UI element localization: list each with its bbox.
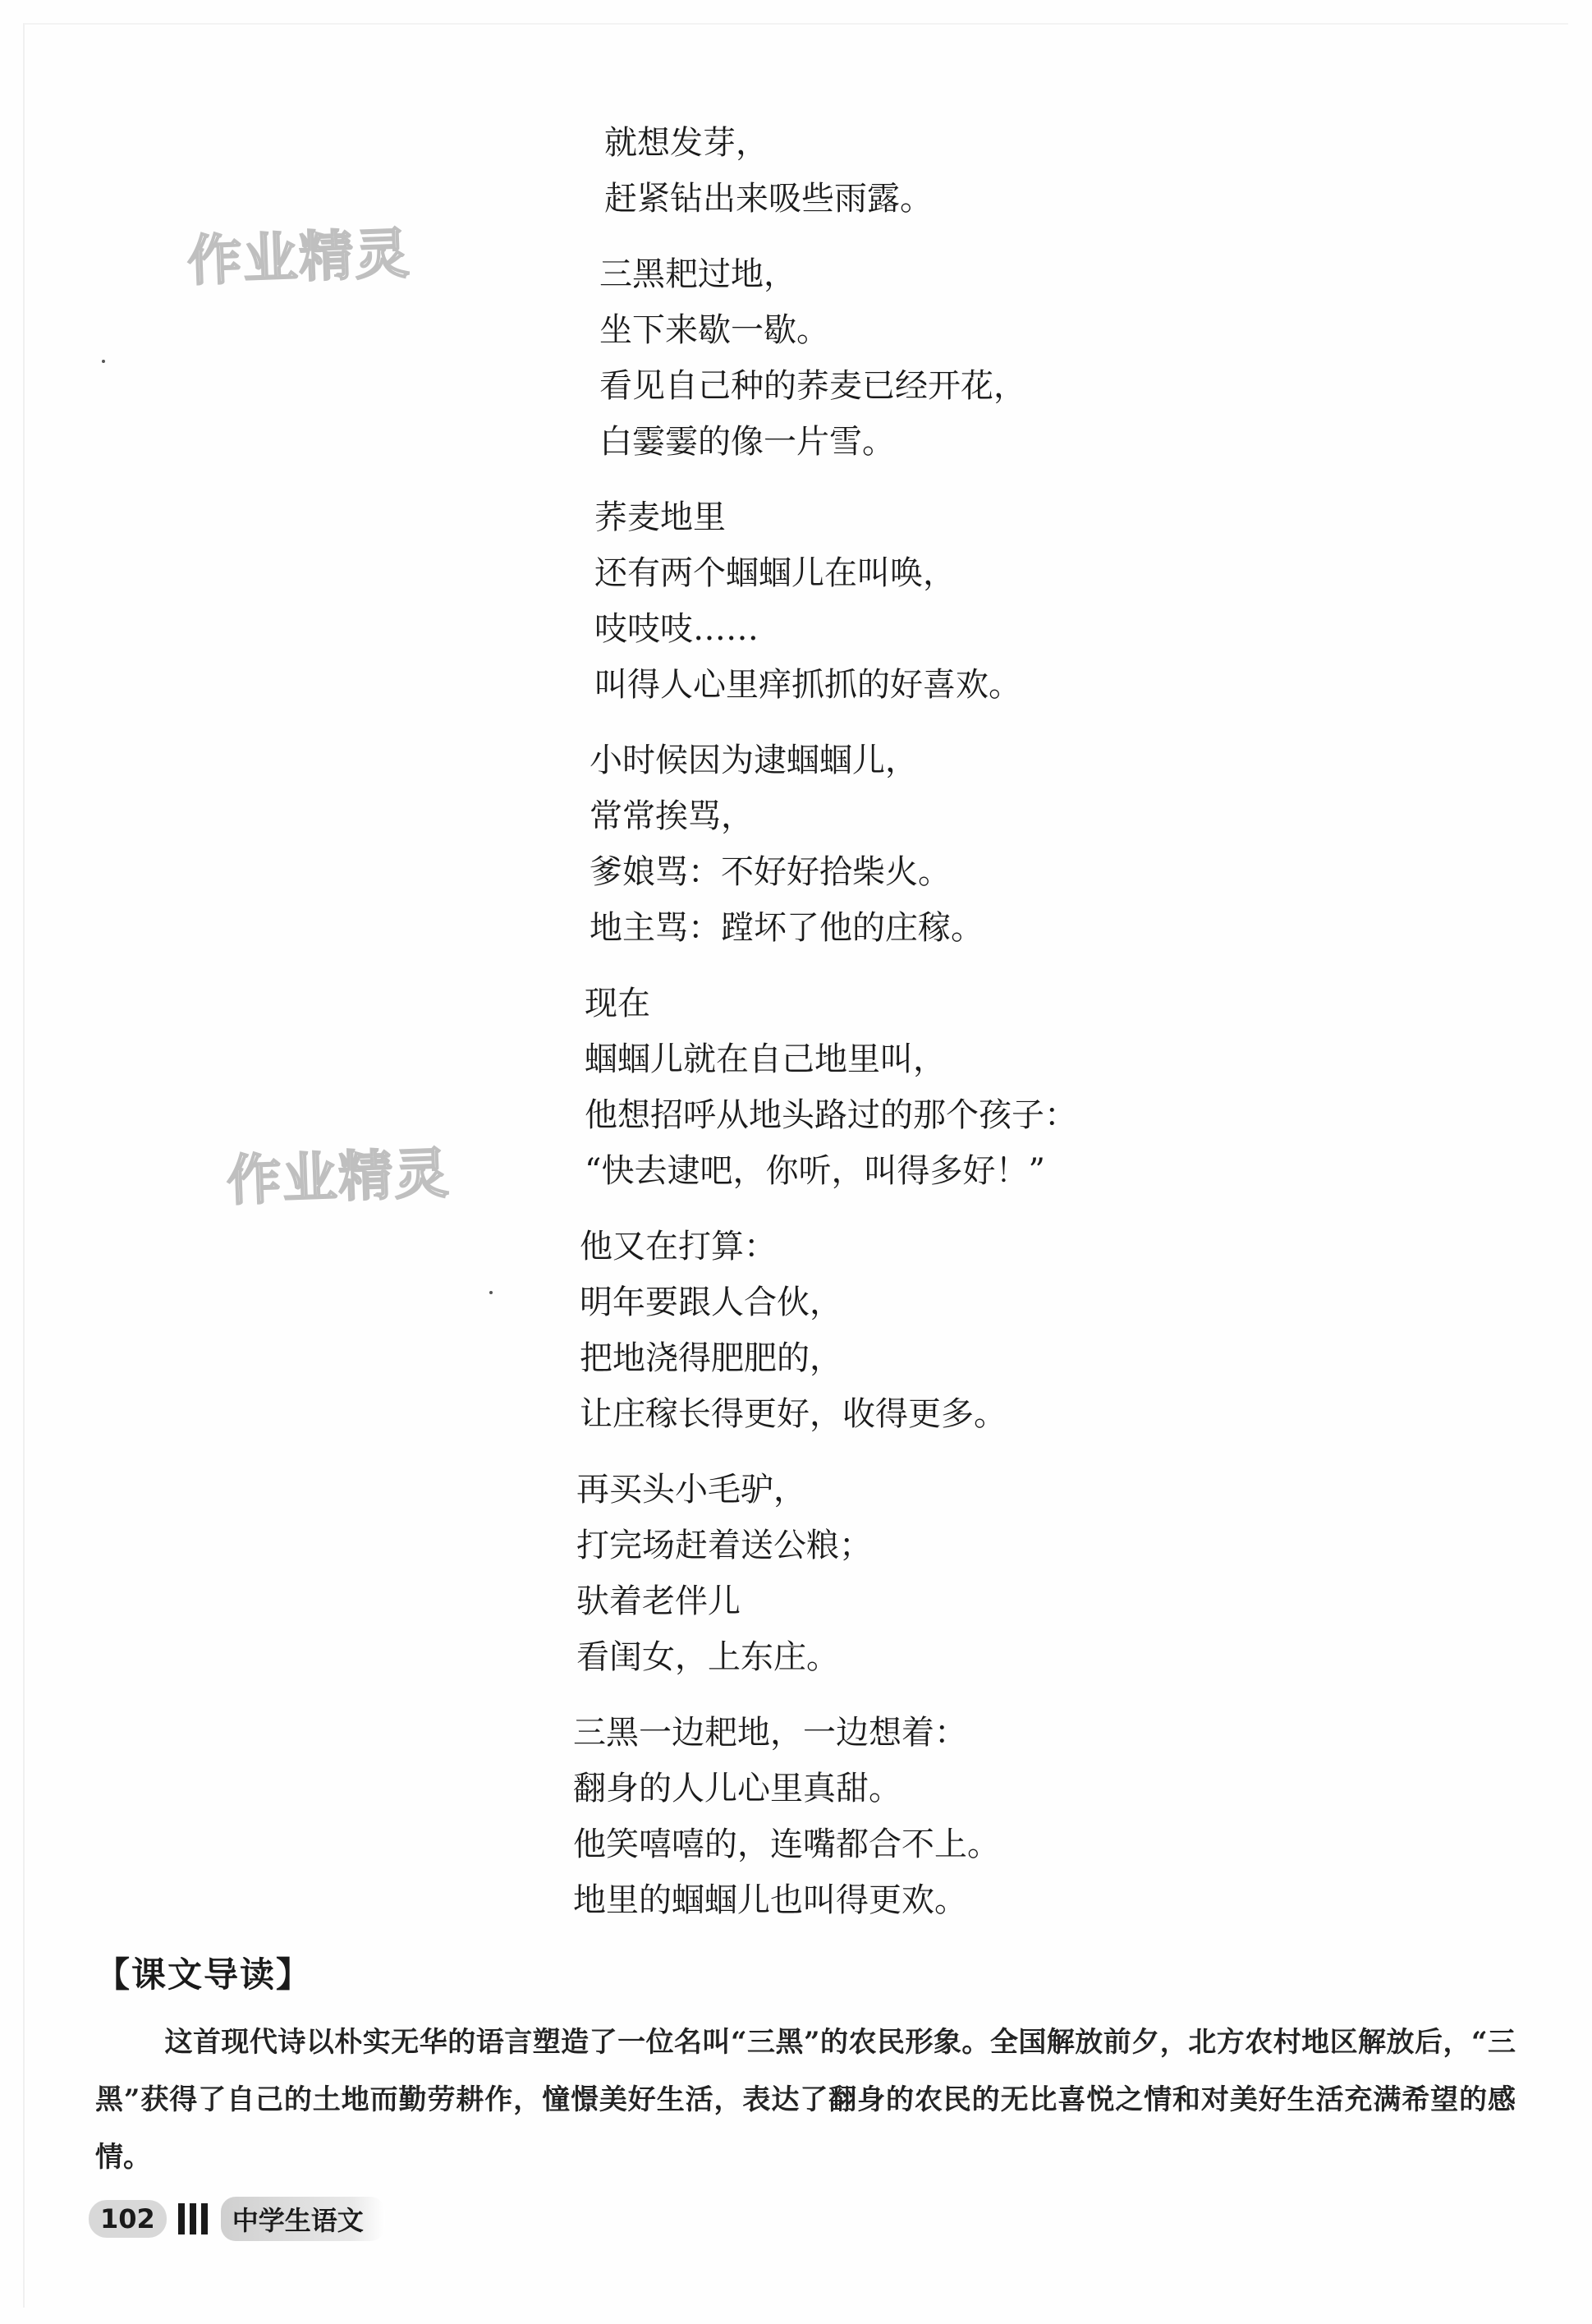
poem-line: 坐下来歇一歇。	[599, 311, 829, 349]
poem-stanza	[599, 246, 1141, 470]
poem-line: 吱吱吱……	[594, 610, 759, 648]
section-heading: 【课文导读】	[95, 1954, 313, 1995]
poem-line: 翻身的人儿心里真甜。	[573, 1770, 902, 1807]
page-number: 102	[89, 2200, 167, 2238]
poem-stanza	[580, 1219, 1141, 1442]
poem-line: 还有两个蝈蝈儿在叫唤，	[594, 554, 956, 592]
poem-line: 看见自己种的荞麦已经开花，	[599, 367, 1026, 405]
poem-line: 三黑耙过地，	[599, 255, 796, 293]
scan-speck	[489, 1291, 493, 1294]
poem-line: 让庄稼长得更好，收得更多。	[580, 1395, 1007, 1433]
poem-line: 现在	[585, 985, 650, 1022]
poem-line: 把地浇得肥肥的，	[580, 1339, 842, 1377]
poem-line: 他笑嘻嘻的，连嘴都合不上。	[573, 1826, 1000, 1863]
poem-stanza	[594, 489, 1141, 713]
scan-speck	[102, 360, 105, 363]
poem-line: 他又在打算：	[580, 1228, 777, 1265]
guide-paragraph	[95, 2014, 1516, 2186]
poem-line: 常常挨骂，	[590, 797, 754, 835]
poem-line: 白霎霎的像一片雪。	[599, 423, 895, 461]
guide-text: 这首现代诗以朴实无华的语言塑造了一位名叫“三黑”的农民形象。全国解放前夕，北方农村地区解放后，“三黑”获得了自己的土地而勤劳耕作，憧憬美好生活，表达了翻身的农民的无比喜悦之情和对美好生活充满希望的感情。	[95, 2026, 1516, 2174]
poem-stanza	[590, 733, 1141, 956]
poem-line: 驮着老伴儿	[576, 1582, 741, 1620]
poem-line: “快去逮吧，你听，叫得多好！”	[585, 1152, 1045, 1190]
poem-line: 就想发芽，	[604, 124, 768, 162]
poem-line: 看闺女，上东庄。	[576, 1638, 839, 1676]
poem-line: 赶紧钻出来吸些雨露。	[604, 180, 933, 218]
page-footer	[89, 2196, 385, 2242]
poem-line: 地里的蝈蝈儿也叫得更欢。	[573, 1881, 967, 1919]
poem-stanza	[573, 1705, 1141, 1928]
poem-stanza	[604, 115, 1141, 227]
footer-bars-icon	[178, 2203, 213, 2234]
poem-line: 明年要跟人合伙，	[580, 1284, 842, 1321]
poem-line: 他想招呼从地头路过的那个孩子：	[585, 1096, 1077, 1134]
poem-line: 叫得人心里痒抓抓的好喜欢。	[594, 666, 1021, 704]
poem-line: 蝈蝈儿就在自己地里叫，	[585, 1040, 946, 1078]
poem-line: 三黑一边耙地，一边想着：	[573, 1714, 967, 1752]
poem-line: 爹娘骂：不好好拾柴火。	[590, 853, 951, 891]
poem	[567, 115, 1141, 1948]
poem-stanza	[585, 976, 1141, 1199]
poem-line: 地主骂：蹚坏了他的庄稼。	[590, 909, 984, 947]
poem-stanza	[576, 1462, 1141, 1685]
poem-line: 荞麦地里	[594, 498, 726, 536]
poem-line: 小时候因为逮蝈蝈儿，	[590, 742, 918, 779]
poem-line: 再买头小毛驴，	[576, 1471, 806, 1509]
magazine-name: 中学生语文	[221, 2197, 385, 2241]
watermark: 作业精灵	[225, 1141, 452, 1213]
watermark: 作业精灵	[186, 222, 412, 293]
poem-line: 打完场赶着送公粮；	[576, 1527, 872, 1564]
